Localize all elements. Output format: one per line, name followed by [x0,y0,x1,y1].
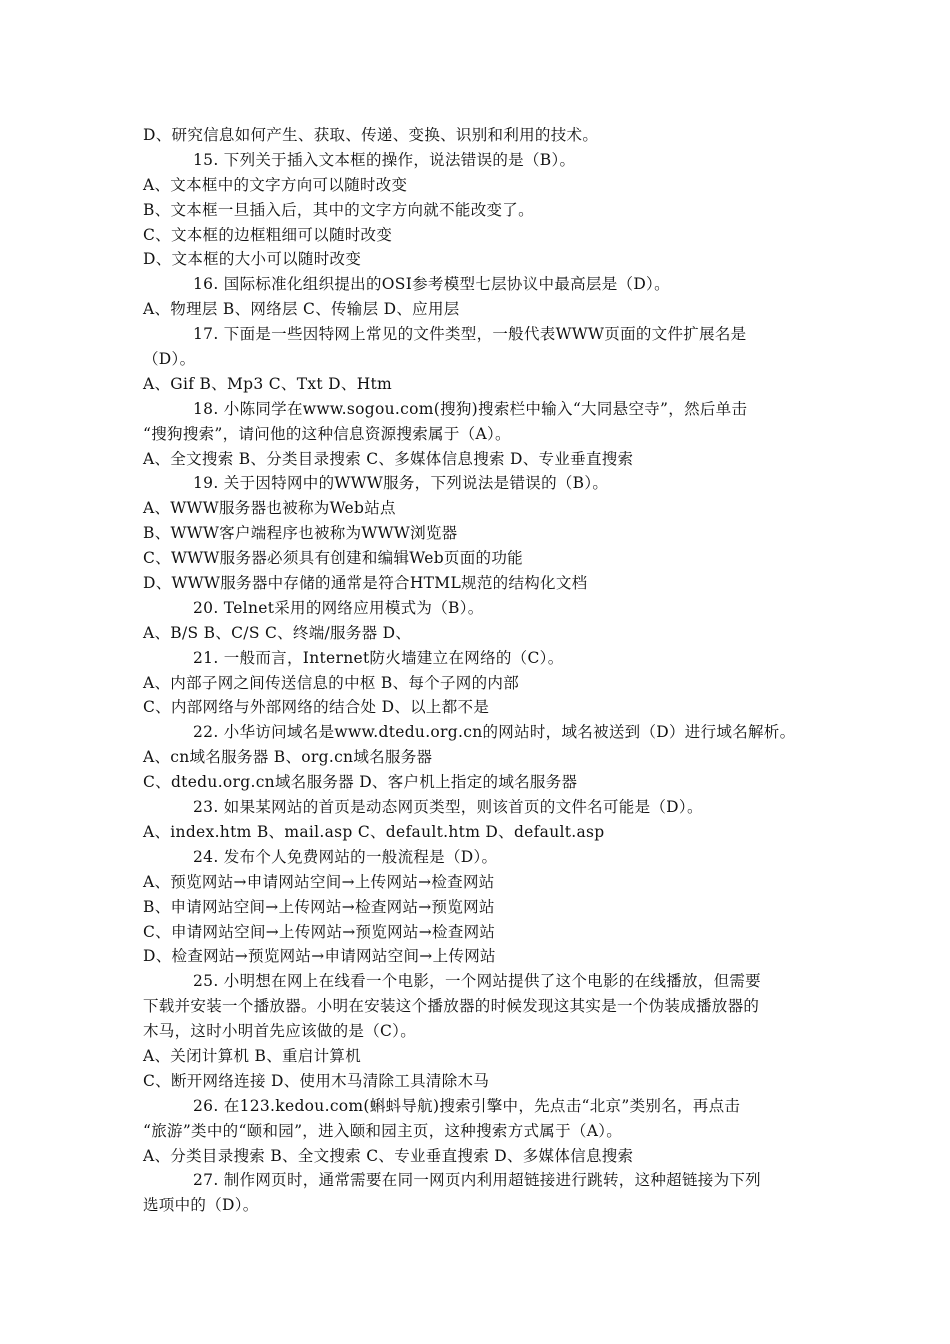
question-stem: 27. 制作网页时，通常需要在同一网页内利用超链接进行跳转，这种超链接为下列 [193,1171,761,1190]
answer-options: A、B/S B、C/S C、终端/服务器 D、 [143,623,412,642]
answer-options: A、预览网站→申请网站空间→上传网站→检查网站 [143,872,495,891]
question-stem: 17. 下面是一些因特网上常见的文件类型，一般代表WWW页面的文件扩展名是 [193,325,747,344]
question-stem: 26. 在123.kedou.com(蝌蚪导航)搜索引擎中，先点击“北京”类别名，再点击 [193,1096,741,1115]
question-stem: 20. Telnet采用的网络应用模式为（B）。 [193,598,484,617]
answer-options: A、cn域名服务器 B、org.cn域名服务器 [143,748,433,767]
question-continuation: 下载并安装一个播放器。小明在安装这个播放器的时候发现这其实是一个伪装成播放器的 [143,997,760,1016]
answer-options: C、dtedu.org.cn域名服务器 D、客户机上指定的域名服务器 [143,773,578,792]
answer-options: C、内部网络与外部网络的结合处 D、以上都不是 [143,698,490,717]
answer-options: A、物理层 B、网络层 C、传输层 D、应用层 [143,300,460,319]
question-stem: 22. 小华访问域名是www.dtedu.org.cn的网站时，域名被送到（D）进行域名解析。 [193,723,796,742]
answer-options: D、检查网站→预览网站→申请网站空间→上传网站 [143,947,496,966]
answer-options: B、文本框一旦插入后，其中的文字方向就不能改变了。 [143,200,534,219]
question-continuation: “旅游”类中的“颐和园”，进入颐和园主页，这种搜索方式属于（A）。 [143,1121,623,1140]
answer-options: A、文本框中的文字方向可以随时改变 [143,175,408,194]
question-stem: 16. 国际标准化组织提出的OSI参考模型七层协议中最高层是（D）。 [193,275,670,294]
question-continuation: 木马，这时小明首先应该做的是（C）。 [143,1022,417,1041]
question-stem: 23. 如果某网站的首页是动态网页类型，则该首页的文件名可能是（D）。 [193,798,703,817]
answer-options: B、WWW客户端程序也被称为WWW浏览器 [143,524,458,543]
answer-options: A、index.htm B、mail.asp C、default.htm D、default.asp [143,822,605,841]
question-stem: 15. 下列关于插入文本框的操作，说法错误的是（B）。 [193,150,576,169]
question-stem: 21. 一般而言，Internet防火墙建立在网络的（C）。 [193,648,564,667]
answer-options: D、WWW服务器中存储的通常是符合HTML规范的结构化文档 [143,574,588,593]
answer-options: D、文本框的大小可以随时改变 [143,250,362,269]
document-body [143,123,813,1218]
question-stem: 19. 关于因特网中的WWW服务，下列说法是错误的（B）。 [193,474,609,493]
question-stem: 25. 小明想在网上在线看一个电影，一个网站提供了这个电影的在线播放，但需要 [193,972,761,991]
answer-options: A、WWW服务器也被称为Web站点 [143,499,396,518]
answer-options: C、申请网站空间→上传网站→预览网站→检查网站 [143,922,496,941]
answer-options: C、WWW服务器必须具有创建和编辑Web页面的功能 [143,549,523,568]
answer-options: D、研究信息如何产生、获取、传递、变换、识别和利用的技术。 [143,126,599,144]
answer-options: A、分类目录搜索 B、全文搜索 C、专业垂直搜索 D、多媒体信息搜索 [143,1146,634,1165]
answer-options: C、断开网络连接 D、使用木马清除工具清除木马 [143,1071,490,1090]
answer-options: A、Gif B、Mp3 C、Txt D、Htm [143,374,393,393]
question-continuation: 选项中的（D）。 [143,1196,259,1215]
answer-options: A、内部子网之间传送信息的中枢 B、每个子网的内部 [143,673,520,692]
answer-options: A、全文搜索 B、分类目录搜索 C、多媒体信息搜索 D、专业垂直搜索 [143,449,634,468]
question-stem: 24. 发布个人免费网站的一般流程是（D）。 [193,847,498,866]
answer-options: C、文本框的边框粗细可以随时改变 [143,225,393,244]
answer-options: A、关闭计算机 B、重启计算机 [143,1046,362,1065]
question-continuation: “搜狗搜索”，请问他的这种信息资源搜索属于（A）。 [143,424,511,443]
question-stem: 18. 小陈同学在www.sogou.com(搜狗)搜索栏中输入“大同悬空寺”，然后单击 [193,399,748,418]
question-continuation: （D）。 [143,350,196,369]
answer-options: B、申请网站空间→上传网站→检查网站→预览网站 [143,897,495,916]
